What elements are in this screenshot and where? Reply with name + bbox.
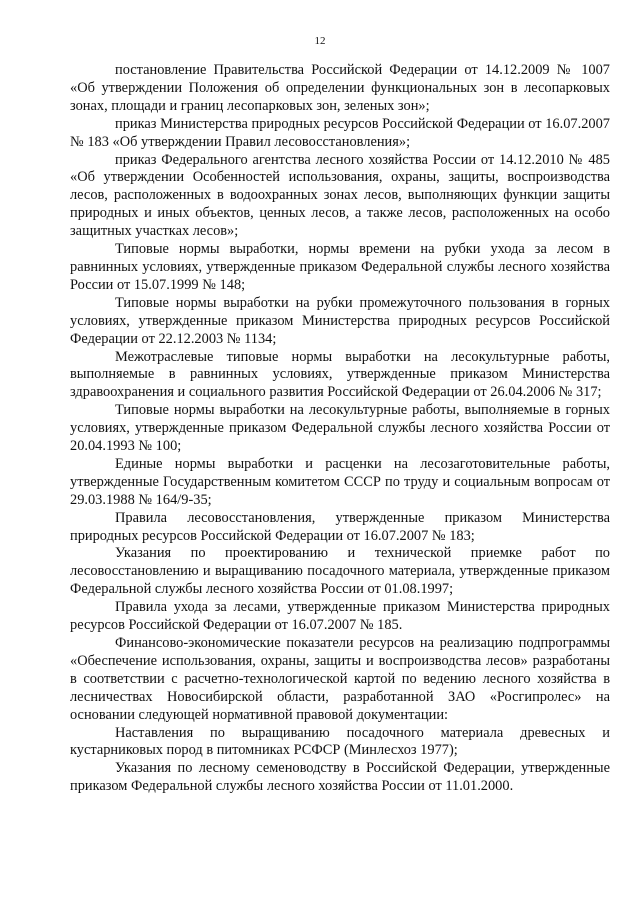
paragraph: приказ Министерства природных ресурсов Российской Федерации от 16.07.2007 № 183 «Об утверждении Правил лесовосстановления»; xyxy=(70,115,610,150)
page-number: 12 xyxy=(314,35,326,47)
paragraph: Межотраслевые типовые нормы выработки на лесокультурные работы, выполняемые в равнинных условиях, утвержденные приказом Министерства здравоохранения и социального развития Российской Федерации от 26.04.2006 № 317; xyxy=(70,348,610,401)
paragraph: Типовые нормы выработки, нормы времени на рубки ухода за лесом в равнинных условиях, утвержденные приказом Федеральной службы лесного хозяйства России от 15.07.1999 № 148; xyxy=(70,241,610,293)
paragraph: Финансово-экономические показатели ресурсов на реализацию подпрограммы «Обеспечение использования, охраны, защиты и воспроизводства лесов» разработаны в соответствии с расчетно-технологической картой по ведению лесного хозяйства в лесничествах Новосибирской области, разработанной ЗАО «Росгипролес» на основании следующей нормативной правовой документации: xyxy=(70,635,610,723)
paragraph: приказ Федерального агентства лесного хозяйства России от 14.12.2010 № 485 «Об утверждении Особенностей использования, охраны, защиты, воспроизводства лесов, расположенных в водоохранных зонах лесов, выполняющих функции защиты природных и иных объектов, ценных лесов, а также лесов, расположенных на особо защитных участках лесов»; xyxy=(70,151,610,240)
paragraph: Единые нормы выработки и расценки на лесозаготовительные работы, утвержденные Государственным комитетом СССР по труду и социальным вопросам от 29.03.1988 № 164/9-35; xyxy=(70,455,610,508)
paragraph: Типовые нормы выработки на лесокультурные работы, выполняемые в горных условиях, утвержденные приказом Федеральной службы лесного хозяйства России от 20.04.1993 № 100; xyxy=(70,402,610,455)
paragraph: Правила лесовосстановления, утвержденные приказом Министерства природных ресурсов Российской Федерации от 16.07.2007 № 183; xyxy=(70,509,610,544)
paragraph: Наставления по выращиванию посадочного материала древесных и кустарниковых пород в питомниках РСФСР (Минлесхоз 1977); xyxy=(70,724,610,759)
paragraph: Указания по проектированию и технической приемке работ по лесовосстановлению и выращиванию посадочного материала, утвержденные приказом Федеральной службы лесного хозяйства России от 01.08.1997; xyxy=(70,545,610,598)
paragraph: постановление Правительства Российской Федерации от 14.12.2009 № 1007 «Об утверждении Положения об определении функциональных зон в лесопарковых зонах, площади и границ лесопарковых зон, зеленых зон»; xyxy=(70,62,610,114)
paragraph: Указания по лесному семеноводству в Российской Федерации, утвержденные приказом Федеральной службы лесного хозяйства России от 11.01.2000. xyxy=(70,760,610,795)
paragraph: Типовые нормы выработки на рубки промежуточного пользования в горных условиях, утвержденные приказом Министерства природных ресурсов Российской Федерации от 22.12.2003 № 1134; xyxy=(70,294,610,347)
document-body xyxy=(70,62,610,796)
paragraph: Правила ухода за лесами, утвержденные приказом Министерства природных ресурсов Российской Федерации от 16.07.2007 № 185. xyxy=(70,599,610,634)
